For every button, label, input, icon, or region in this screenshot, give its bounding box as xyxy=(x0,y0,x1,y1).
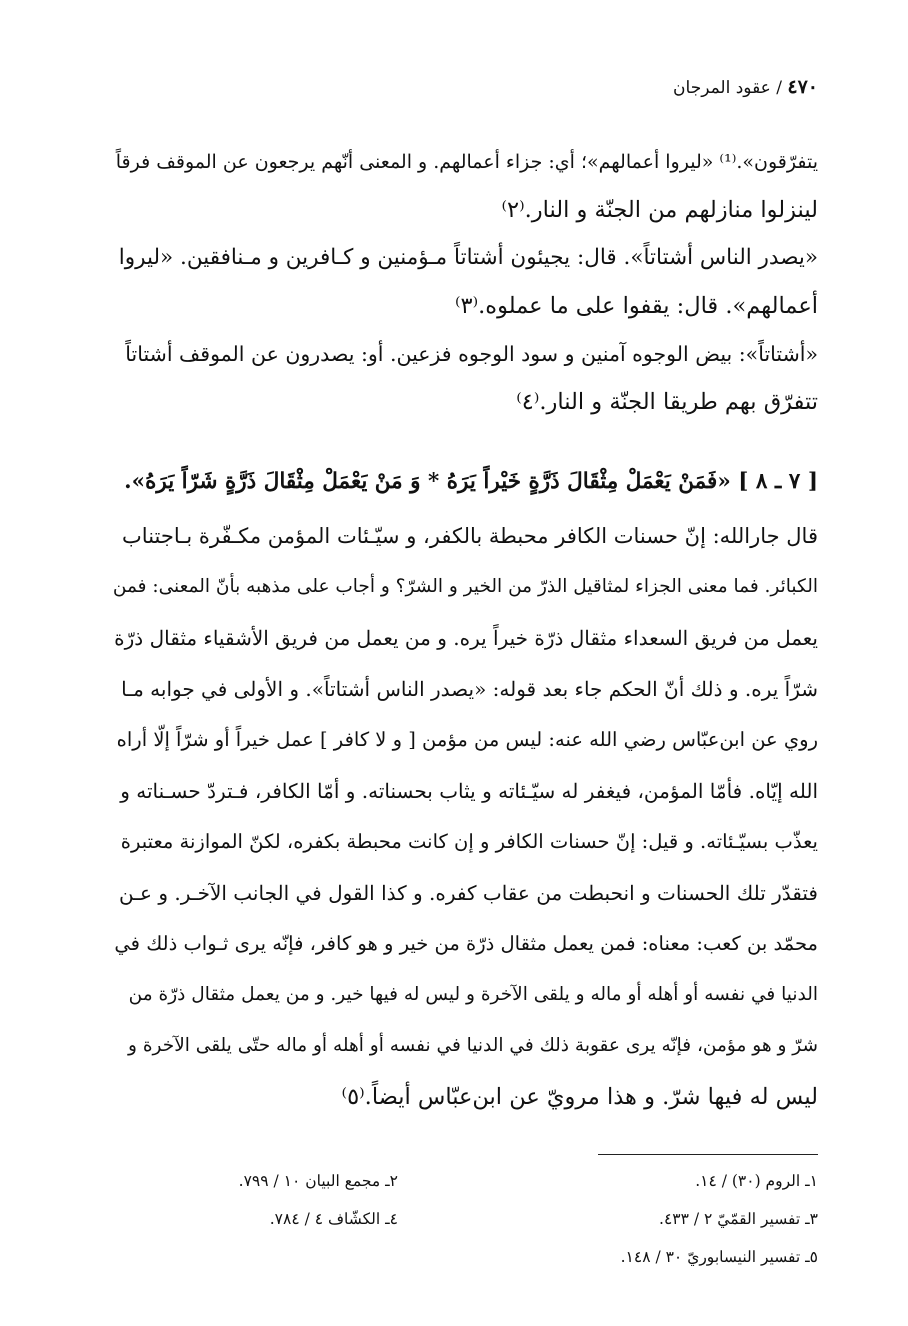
footnote-5: ٥ـ تفسير النيسابوريّ ٣٠ / ١٤٨. xyxy=(620,1248,818,1266)
footnote-4: ٤ـ الكشّاف ٤ / ٧٨٤. xyxy=(269,1210,398,1228)
commentary-line: الله إيّاه. فأمّا المؤمن، فيغفر له سيّـئاته و يثاب بحسناته. و أمّا الكافر، فـتردّ حسـناته و xyxy=(120,779,818,803)
book-title: عقود المرجان xyxy=(673,78,771,98)
commentary-line: قال جارالله: إنّ حسنات الكافر محبطة بالكفر، و سيّـئات المؤمن مكـفّرة بـاجتناب xyxy=(122,524,818,548)
running-header xyxy=(673,76,818,98)
commentary-line: الكبائر. فما معنى الجزاء لمثاقيل الذرّ من الخير و الشرّ؟ و أجاب على مذهبه بأنّ المعنى: فمن xyxy=(112,576,818,597)
commentary-line: فتقدّر تلك الحسنات و انحبطت من عقاب كفره. و كذا القول في الجانب الآخـر. و عـن xyxy=(118,881,818,905)
paragraph-line: أعمالهم». قال: يقفوا على ما عملوه.⁽٣⁾ xyxy=(455,293,818,319)
paragraph-line: لينزلوا منازلهم من الجنّة و النار.⁽٢⁾ xyxy=(501,197,818,223)
paragraph-line: «يصدر الناس أشتاتاً». قال: يجيئون أشتاتاً مـؤمنين و كـافرين و مـنافقين. «ليروا xyxy=(118,245,818,270)
commentary-line: الدنيا في نفسه أو أهله أو ماله و يلقى الآخرة و ليس له فيها خير. و من يعمل مثقال ذرّة من xyxy=(128,984,818,1005)
footnote-3: ٣ـ تفسير القمّيّ ٢ / ٤٣٣. xyxy=(659,1210,818,1228)
footnote-1: ١ـ الروم (٣٠) / ١٤. xyxy=(695,1172,818,1190)
commentary-line: يعذّب بسيّـئاته. و قيل: إنّ حسنات الكافر و إن كانت محبطة بكفره، لكنّ الموازنة معتبرة xyxy=(120,830,818,853)
commentary-line: روي عن ابن‌عبّاس رضي الله عنه: ليس من مؤمن [ و لا كافر ] عمل خيراً أو شرّاً إلّا أراه xyxy=(116,728,818,751)
document-page xyxy=(112,0,818,1326)
page-number: ٤٧٠ xyxy=(787,76,818,98)
footnote-divider xyxy=(598,1154,818,1155)
commentary-line: شرّ و هو مؤمن، فإنّه يرى عقوبة ذلك في الدنيا في نفسه أو أهله أو ماله حتّى يلقى الآخرة و xyxy=(128,1035,818,1056)
footnote-2: ٢ـ مجمع البيان ١٠ / ٧٩٩. xyxy=(238,1172,398,1190)
paragraph-line: يتفرّقون».⁽¹⁾ «ليروا أعمالهم»؛ أي: جزاء أعمالهم. و المعنى أنّهم يرجعون عن الموقف فرقاً xyxy=(115,151,818,173)
commentary-line: يعمل من فريق السعداء مثقال ذرّة خيراً يره. و من يعمل من فريق الأشقياء مثقال ذرّة xyxy=(114,626,818,650)
commentary-line: محمّد بن كعب: معناه: فمن يعمل مثقال ذرّة من خير و هو كافر، فإنّه يرى ثـواب ذلك في xyxy=(114,932,818,955)
header-separator: / xyxy=(776,78,782,98)
commentary-line: شرّاً يره. و ذلك أنّ الحكم جاء بعد قوله: «يصدر الناس أشتاتاً». و الأولى في جوابه مـا xyxy=(121,677,818,701)
commentary-line: ليس له فيها شرّ. و هذا مرويّ عن ابن‌عبّاس أيضاً.⁽٥⁾ xyxy=(341,1084,818,1110)
paragraph-line: «أشتاتاً»: بيض الوجوه آمنين و سود الوجوه فزعين. أو: يصدرون عن الموقف أشتاتاً xyxy=(125,342,818,366)
verse-line: [ ٧ ـ ٨ ] «فَمَنْ يَعْمَلْ مِثْقَالَ ذَرَّةٍ خَيْراً يَرَهُ * وَ مَنْ يَعْمَلْ مِثْقَالَ ذَرَّةٍ شَرّاً يَرَهُ». xyxy=(124,469,818,494)
paragraph-line: تتفرّق بهم طريقا الجنّة و النار.⁽٤⁾ xyxy=(516,389,818,415)
